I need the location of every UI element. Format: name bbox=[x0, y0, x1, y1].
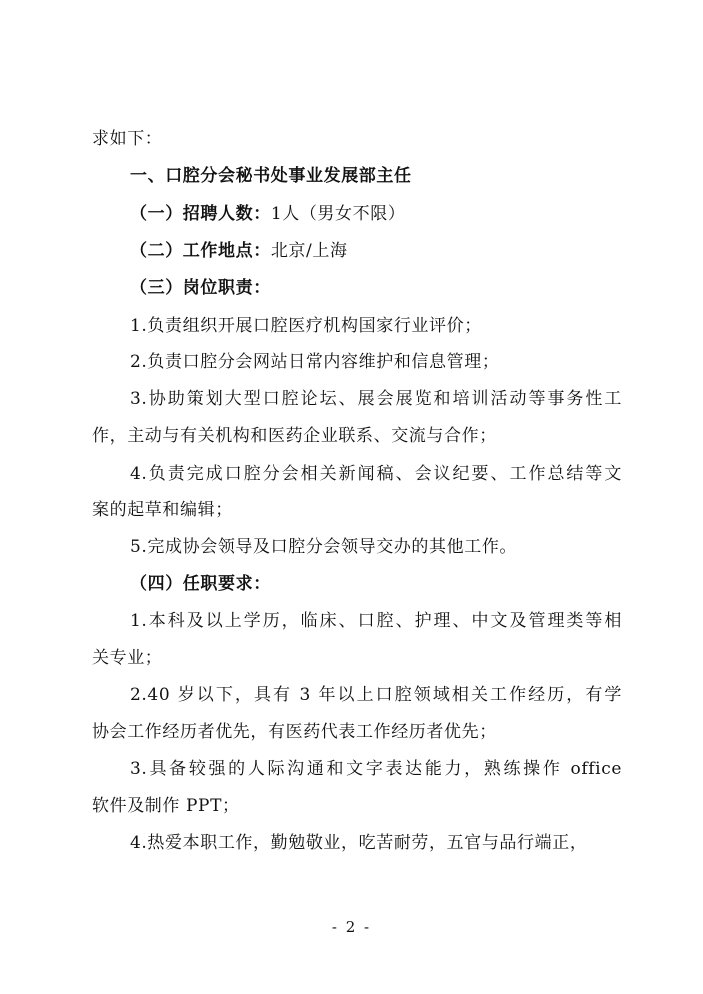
recruit-count-line bbox=[130, 203, 660, 225]
duties-heading: （三）岗位职责： bbox=[130, 278, 271, 298]
requirement-item-continued: 软件及制作 PPT； bbox=[92, 796, 240, 816]
section-heading: 一、口腔分会秘书处事业发展部主任 bbox=[130, 166, 412, 186]
work-location-line bbox=[130, 240, 660, 262]
requirement-item: 4.热爱本职工作，勤勉敬业，吃苦耐劳，五官与品行端正， bbox=[130, 833, 588, 853]
page-number: - 2 - bbox=[331, 918, 372, 936]
recruit-count-label: （一）招聘人数： bbox=[130, 204, 271, 224]
duty-item: 2.负责口腔分会网站日常内容维护和信息管理； bbox=[130, 352, 500, 372]
duty-item: 4.负责完成口腔分会相关新闻稿、会议纪要、工作总结等文 bbox=[130, 464, 622, 484]
text-line: 求如下： bbox=[92, 129, 163, 149]
requirement-item-continued: 协会工作经历者优先，有医药代表工作经历者优先； bbox=[92, 722, 497, 742]
requirements-heading: （四）任职要求： bbox=[130, 574, 271, 594]
recruit-count-value: 1人（男女不限） bbox=[270, 204, 406, 224]
requirement-item: 3.具备较强的人际沟通和文字表达能力，熟练操作 office bbox=[130, 759, 622, 779]
work-location-label: （二）工作地点： bbox=[130, 241, 271, 261]
duty-item-continued: 案的起草和编辑； bbox=[92, 500, 233, 520]
duty-item: 3.协助策划大型口腔论坛、展会展览和培训活动等事务性工 bbox=[130, 389, 622, 409]
requirement-item: 2.40 岁以下，具有 3 年以上口腔领域相关工作经历，有学 bbox=[130, 685, 622, 705]
duty-item: 1.负责组织开展口腔医疗机构国家行业评价； bbox=[130, 316, 482, 336]
requirement-item-continued: 关专业； bbox=[92, 648, 163, 668]
duty-item: 5.完成协会领导及口腔分会领导交办的其他工作。 bbox=[130, 537, 518, 557]
requirement-item: 1.本科及以上学历，临床、口腔、护理、中文及管理类等相 bbox=[130, 611, 622, 631]
work-location-value: 北京/上海 bbox=[270, 241, 348, 261]
duty-item-continued: 作，主动与有关机构和医药企业联系、交流与合作； bbox=[92, 426, 497, 446]
